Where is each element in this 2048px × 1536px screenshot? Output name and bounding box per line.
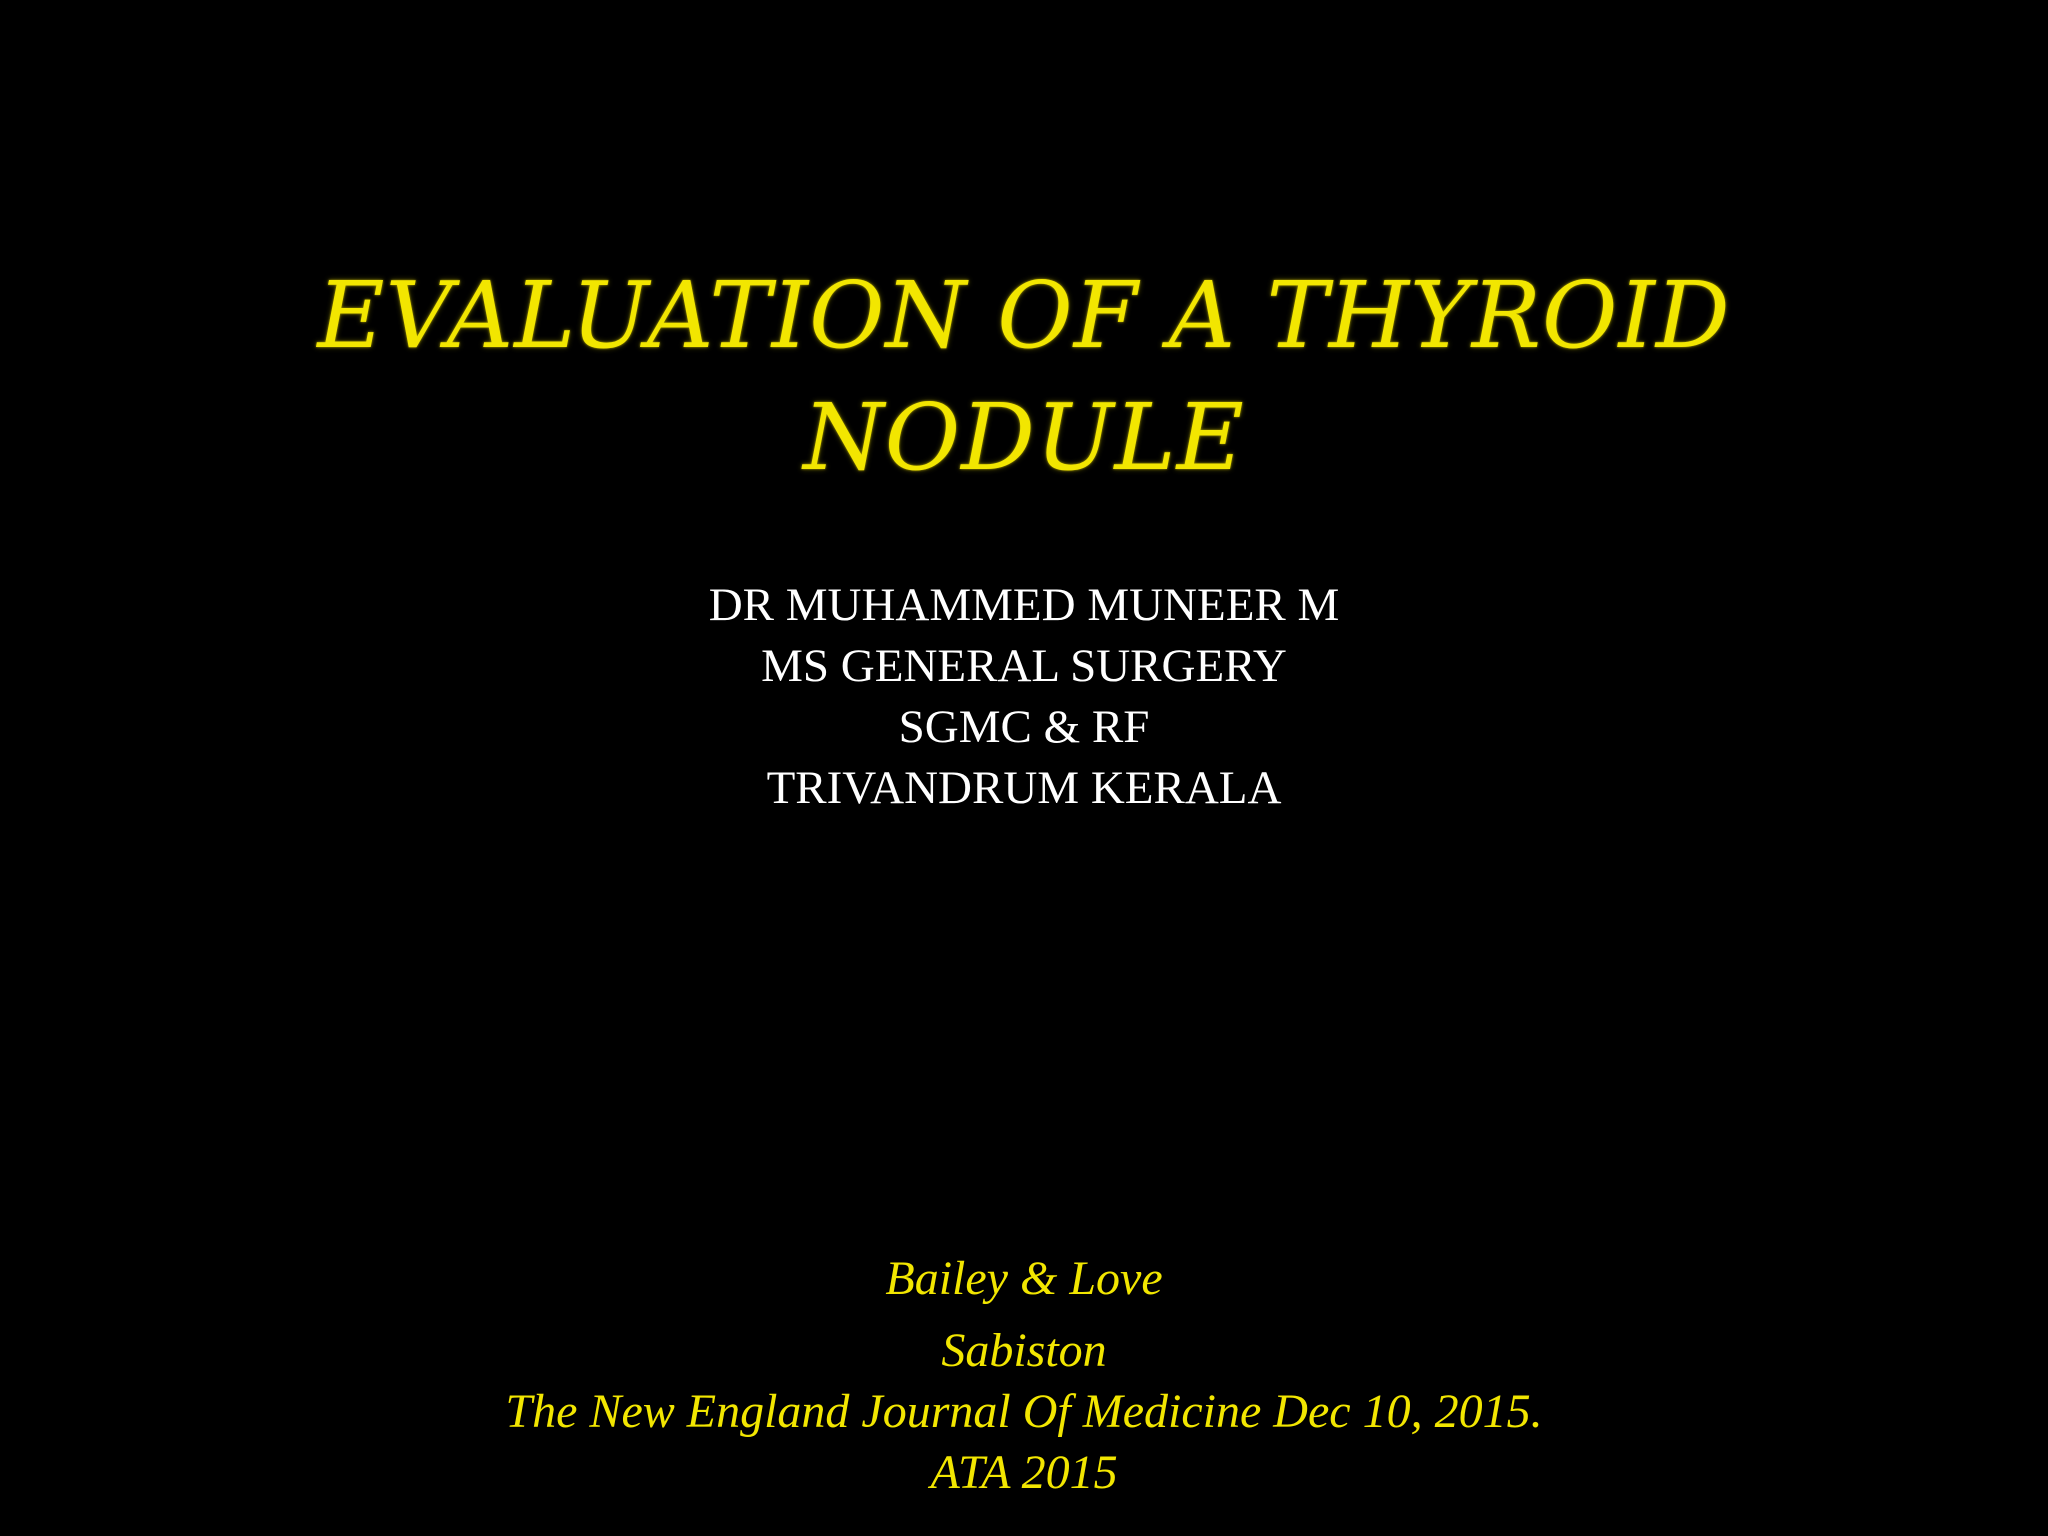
title-line-1: EVALUATION OF A THYROID [317, 262, 1731, 369]
reference-item: Bailey & Love [885, 1252, 1163, 1305]
author-name: DR MUHAMMED MUNEER M [708, 579, 1340, 631]
author-degree: MS GENERAL SURGERY [761, 640, 1287, 692]
author-location: TRIVANDRUM KERALA [766, 762, 1282, 814]
slide-title [0, 255, 2048, 499]
title-line-2: NODULE [803, 384, 1245, 491]
reference-item: ATA 2015 [930, 1446, 1118, 1499]
author-institution: SGMC & RF [898, 701, 1150, 753]
reference-item: The New England Journal Of Medicine Dec 10, 2015. [505, 1385, 1543, 1438]
references-block [0, 1248, 2048, 1504]
reference-item: Sabiston [941, 1324, 1107, 1377]
author-block [0, 575, 2048, 819]
